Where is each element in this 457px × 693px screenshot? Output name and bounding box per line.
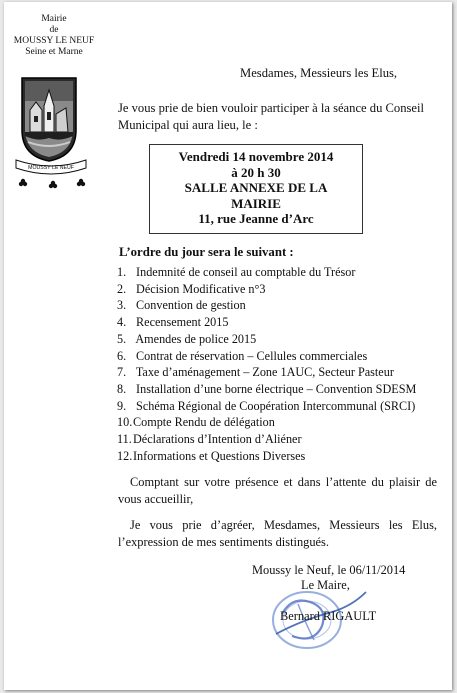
agenda-item: 4. Recensement 2015 <box>117 315 229 330</box>
coat-of-arms-icon <box>20 76 78 162</box>
letterhead-department: Seine et Marne <box>25 47 83 57</box>
agenda-title: L’ordre du jour sera le suivant : <box>119 245 294 259</box>
agenda-list <box>117 264 437 464</box>
clover-icon <box>48 180 58 190</box>
agenda-item: 11.Déclarations d’Intention d’Aliéner <box>117 432 302 447</box>
signature-title: Le Maire, <box>301 578 350 592</box>
place-date: Moussy le Neuf, le 06/11/2014 <box>252 563 406 577</box>
meeting-room-line2: MAIRIE <box>231 195 281 211</box>
meeting-address: 11, rue Jeanne d’Arc <box>198 211 314 226</box>
clover-icon <box>76 178 86 188</box>
agenda-item: 2. Décision Modificative n°3 <box>117 281 266 296</box>
ribbon-icon <box>14 154 88 176</box>
closing-paragraph-2: Je vous prie d’agréer, Mesdames, Messieurs les Elus, l’expression de mes sentiments distingués. <box>118 518 437 549</box>
ribbon-text: MOUSSY LE NEUF <box>28 165 74 171</box>
agenda-item: 5. Amendes de police 2015 <box>117 331 257 346</box>
agenda-item: 6. Contrat de réservation – Cellules commerciales <box>117 348 368 363</box>
agenda-item: 12.Informations et Questions Diverses <box>117 448 306 463</box>
agenda-item: 9. Schéma Régional de Coopération Intercommunal (SRCI) <box>117 398 416 413</box>
letterhead-mairie: Mairie <box>41 14 67 24</box>
letterhead-town: MOUSSY LE NEUF <box>13 36 95 46</box>
intro-paragraph: Je vous prie de bien vouloir participer à la séance du Conseil Municipal qui aura lieu, le : <box>118 101 425 132</box>
agenda-item: 1. Indemnité de conseil au comptable du Trésor <box>117 265 356 279</box>
mayor-name: Bernard RIGAULT <box>280 609 377 623</box>
meeting-details-box <box>149 144 363 234</box>
meeting-time: à 20 h 30 <box>231 164 281 180</box>
agenda-item: 8. Installation d’une borne électrique – Convention SDESM <box>117 381 417 396</box>
meeting-room-line1: SALLE ANNEXE DE LA <box>184 180 328 195</box>
meeting-date: Vendredi 14 novembre 2014 <box>178 149 334 164</box>
agenda-item: 3. Convention de gestion <box>117 298 246 313</box>
letterhead-de: de <box>49 25 59 35</box>
clover-icon <box>18 178 28 188</box>
closing-paragraph-1: Comptant sur votre présence et dans l’attente du plaisir de vous accueillir, <box>118 475 437 506</box>
letter-page <box>4 2 452 690</box>
agenda-item: 7. Taxe d’aménagement – Zone 1AUC, Secteur Pasteur <box>117 365 394 380</box>
salutation: Mesdames, Messieurs les Elus, <box>240 66 398 80</box>
agenda-item: 10.Compte Rendu de délégation <box>117 415 275 430</box>
